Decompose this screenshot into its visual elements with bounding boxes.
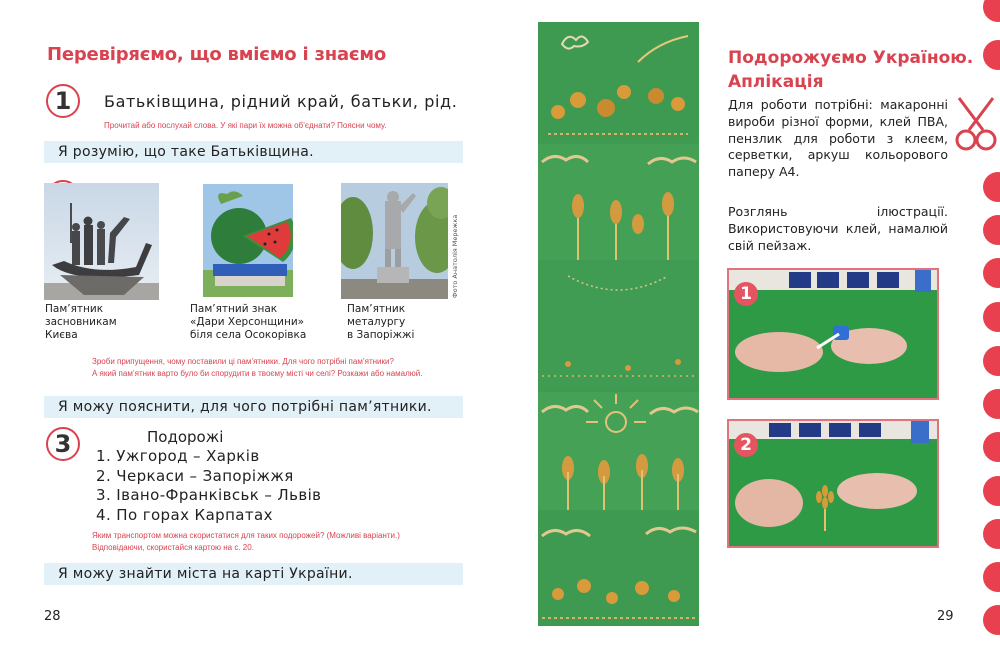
instruction-3: Яким транспортом можна скористатися для таких подорожей? (Можливі варіанти.) Відповідаючи, скористайся картою на с. 20.	[92, 531, 400, 552]
caption-2: Пам’ятний знак «Дари Херсонщини» біля села Осокорівка	[190, 303, 307, 341]
statement-2: Я можу пояснити, для чого потрібні пам’ятники.	[44, 396, 463, 418]
edge-dot	[983, 519, 1000, 549]
scissors-icon	[953, 92, 999, 162]
edge-dot	[983, 562, 1000, 592]
step-badge-1: 1	[734, 282, 758, 306]
photo-credit: Фото Анатолія Мережка	[451, 214, 459, 298]
photo-metallurgist-monument	[341, 183, 448, 299]
page-number-right: 29	[937, 609, 954, 624]
edge-dot	[983, 0, 1000, 22]
edge-dot	[983, 40, 1000, 70]
section-number-3: 3	[46, 427, 80, 461]
list-item: 1. Ужгород – Харків	[96, 447, 260, 465]
step-photo-5	[538, 514, 699, 626]
edge-dot	[983, 605, 1000, 635]
trips-list	[96, 447, 321, 525]
edge-dot	[983, 346, 1000, 376]
instruction-1: Прочитай або послухай слова. У які пари їх можна об’єднати? Поясни чому.	[104, 121, 387, 130]
page-title-left: Перевіряємо, що вміємо і знаємо	[47, 44, 387, 65]
caption-3: Пам’ятник металургу в Запоріжжі	[347, 303, 415, 341]
edge-dot	[983, 302, 1000, 332]
key-words: Батьківщина, рідний край, батьки, рід.	[104, 92, 458, 111]
photo-watermelon-monument	[203, 184, 293, 297]
step-photo-3	[538, 264, 699, 388]
step-photo-2	[538, 144, 699, 260]
step-badge-2: 2	[734, 433, 758, 457]
materials-text: Для роботи потрібні: макаронні вироби різної форми, клей ПВА, пензлик для роботи з клеєм, серветки, аркуш кольорового паперу А4.	[728, 97, 948, 180]
edge-dot	[983, 476, 1000, 506]
statement-1: Я розумію, що таке Батьківщина.	[44, 141, 463, 163]
edge-dot	[983, 215, 1000, 245]
trips-title: Подорожі	[147, 428, 224, 446]
edge-dot	[983, 389, 1000, 419]
photo-kyiv-founders-monument	[44, 183, 159, 300]
edge-dot	[983, 172, 1000, 202]
page-number-left: 28	[44, 609, 61, 624]
step-photo-1	[538, 22, 699, 140]
list-item: 2. Черкаси – Запоріжжя	[96, 466, 294, 485]
instruction-2: Зроби припущення, чому поставили ці пам’ятники. Для чого потрібні пам’ятники? А який пам’ятник варто було би спорудити в твоєму місті чи селі? Розкажи або намалюй.	[92, 357, 423, 378]
statement-3: Я можу знайти міста на карті України.	[44, 563, 463, 585]
step-photo-4	[538, 392, 699, 510]
task-text: Розглянь ілюстрації. Використовуючи клей, намалюй свій пейзаж.	[728, 204, 948, 253]
edge-dot	[983, 258, 1000, 288]
page-title-right: Подорожуємо Україною. Аплікація	[728, 48, 974, 92]
edge-dot	[983, 432, 1000, 462]
caption-1: Пам’ятник засновникам Києва	[45, 303, 117, 341]
list-item: 3. Івано-Франківськ – Львів	[96, 486, 322, 504]
section-number-1: 1	[46, 84, 80, 118]
list-item: 4. По горах Карпатах	[96, 505, 273, 524]
step-photo-hands-placing-pasta	[727, 419, 939, 548]
pasta-applique-steps	[538, 22, 699, 626]
step-photo-hands-gluing	[727, 268, 939, 400]
